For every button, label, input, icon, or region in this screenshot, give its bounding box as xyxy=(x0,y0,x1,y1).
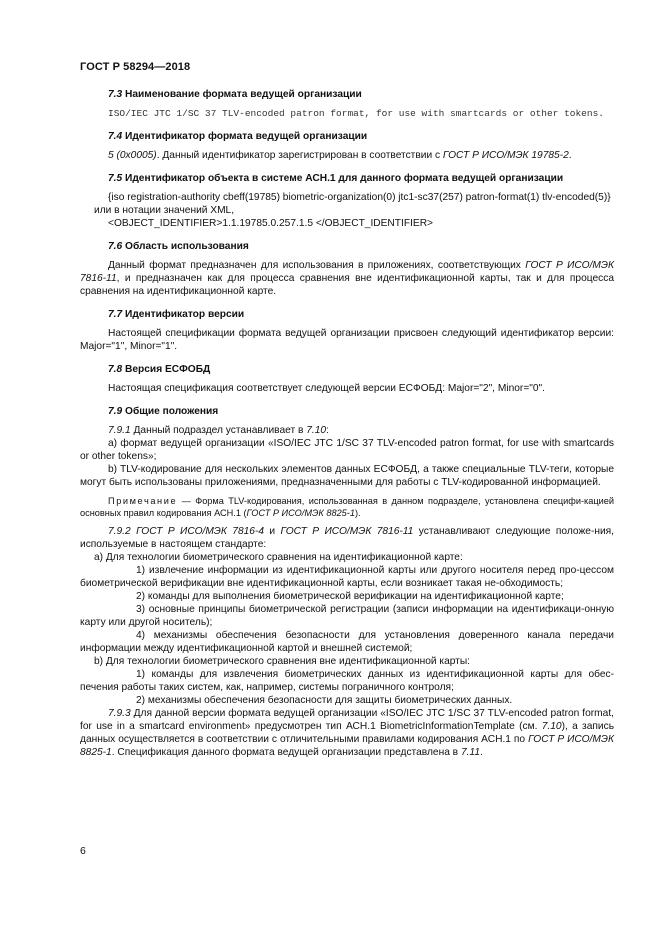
clause-7-9-1: 7.9.1 Данный подраздел устанавливает в 7.10: xyxy=(108,425,329,436)
scope-text: Данный формат предназначен для использования в приложениях, соответствующих ГОСТ Р ИСО/МЭК 7816-11, и предназначен как для процесса сравнения вне идентификационной карты, так и для процесса сравнения на идентификационной карте. xyxy=(80,260,614,297)
list-item-a: a) формат ведущей организации «ISO/IEC JTC 1/SC 37 TLV-encoded patron format, for use with smartcards or other tokens»; xyxy=(80,438,614,462)
standard-header: ГОСТ Р 58294—2018 xyxy=(80,61,191,73)
section-7-8-heading: 7.8 Версия ЕСФОБД xyxy=(108,364,211,375)
section-7-6-heading: 7.6 Область использования xyxy=(108,241,249,252)
document-body xyxy=(80,88,614,759)
clause-7-9-3: 7.9.3 Для данной версии формата ведущей организации «ISO/IEC JTC 1/SC 37 TLV-encoded patron format, for use in a smartcard environment» предусмотрен тип АСН.1 BiometricInformationTemplate (см. 7.10), а запись данных осуществляется в соответствии с отличительными правилами кодирования АСН.1 по ГОСТ Р ИСО/МЭК 8825-1. Спецификация данного формата ведущей организации представлена в 7.11. xyxy=(80,708,615,758)
oid-xml-notation: <OBJECT_IDENTIFIER>1.1.19785.0.257.1.5 </OBJECT_IDENTIFIER> xyxy=(108,218,434,229)
list-item-a-oncard: a) Для технологии биометрического сравнения на идентификационной карте: xyxy=(94,552,463,563)
sub-item-4: 4) механизмы обеспечения безопасности для установления доверенного канала передачи информации между идентификационной картой и внешней системой; xyxy=(80,630,614,654)
section-7-7-heading: 7.7 Идентификатор версии xyxy=(108,309,245,320)
page-number: 6 xyxy=(80,845,86,857)
list-item-b: b) TLV-кодирование для нескольких элементов данных ЕСФОБД, а также специальные TLV-теги, которые могут быть использованы приложениями, предназначенными для работы с TLV-кодированной информацией. xyxy=(80,464,614,488)
section-7-9-heading: 7.9 Общие положения xyxy=(108,406,219,417)
sub-item-b1: 1) команды для извлечения биометрических данных из идентификационной карты для обес-печения работы таких систем, как, например, системы пограничного контроля; xyxy=(80,669,614,693)
section-7-3-heading: 7.3 Наименование формата ведущей организации xyxy=(108,89,362,100)
oid-value-notation: {iso registration-authority cbeff(19785) biometric-organization(0) jtc1-sc37(257) patron-format(1) tlv-encoded(5)} xyxy=(108,192,611,203)
list-item-b-offcard: b) Для технологии биометрического сравнения вне идентификационной карты: xyxy=(94,656,470,667)
note: Примечание — Форма TLV-кодирования, использованная в данном подразделе, установлена специфи-кацией основных правил кодирования АСН.1 (ГОСТ Р ИСО/МЭК 8825-1). xyxy=(80,496,614,518)
cbeff-version-text: Настоящая спецификация соответствует следующей версии ЕСФОБД: Major="2", Minor="0". xyxy=(108,383,545,394)
sub-item-2: 2) команды для выполнения биометрической верификации на идентификационной карте; xyxy=(136,591,564,602)
sub-item-3: 3) основные принципы биометрической регистрации (записи информации на идентификаци-онную карту или другой носитель); xyxy=(80,604,614,628)
xml-notation-intro: или в нотации значений XML, xyxy=(94,205,235,216)
section-7-4-heading: 7.4 Идентификатор формата ведущей организации xyxy=(108,131,368,142)
format-identifier-text: 5 (0x0005). Данный идентификатор зарегистрирован в соответствии с ГОСТ Р ИСО/МЭК 19785-2. xyxy=(108,150,572,161)
version-identifier-text: Настоящей спецификации формата ведущей организации присвоен следующий идентификатор версии: Major="1", Minor="1". xyxy=(80,328,614,352)
clause-7-9-2: 7.9.2 ГОСТ Р ИСО/МЭК 7816-4 и ГОСТ Р ИСО/МЭК 7816-11 устанавливают следующие положе-ния, используемые в настоящем стандарте: xyxy=(80,526,614,550)
sub-item-1: 1) извлечение информации из идентификационной карты или другого носителя перед про-цессом биометрической верификации вне идентификационной карты, если возникает такая не-обходимость; xyxy=(80,565,614,589)
sub-item-b2: 2) механизмы обеспечения безопасности для защиты биометрических данных. xyxy=(136,695,513,706)
section-7-5-heading: 7.5 Идентификатор объекта в системе АСН.1 для данного формата ведущей организации xyxy=(108,173,564,184)
format-name-text: ISO/IEC JTC 1/SC 37 TLV-encoded patron format, for use with smartcards or other tokens. xyxy=(108,108,604,119)
